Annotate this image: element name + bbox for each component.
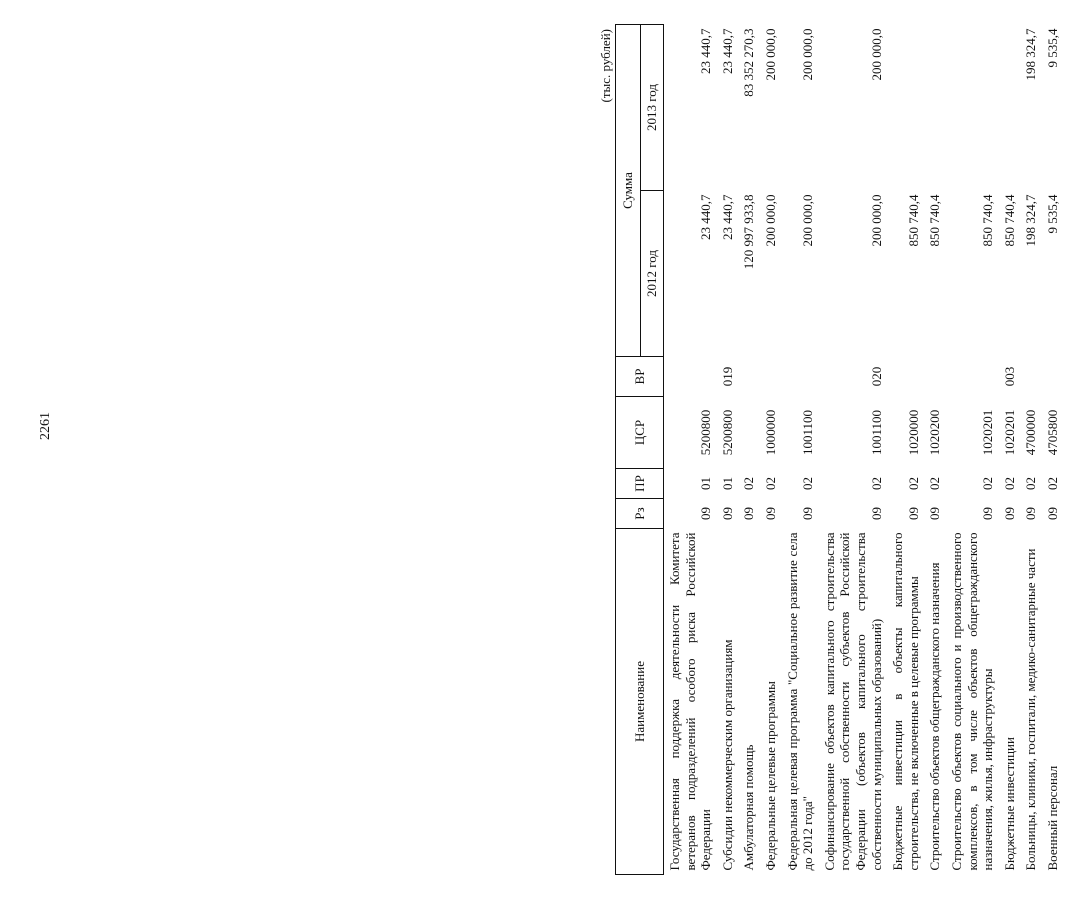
- row-2012: 850 740,4: [1001, 194, 1017, 247]
- row-vr: [924, 357, 946, 397]
- row-rz: 09: [927, 507, 943, 520]
- row-rz: 09: [698, 507, 714, 520]
- row-pr: 02: [1001, 477, 1017, 490]
- row-2012: 200 000,0: [762, 194, 778, 247]
- page-number: 2261: [38, 412, 53, 440]
- row-2013: 9 535,4: [1044, 28, 1060, 68]
- row-2012: 850 740,4: [905, 194, 921, 247]
- row-name: Бюджетные инвестиции: [1001, 737, 1017, 871]
- row-name: Амбулаторная помощь: [741, 744, 757, 871]
- row-2012: 198 324,7: [1023, 194, 1039, 247]
- row-name: Субсидии некоммерческим организациям: [719, 639, 735, 871]
- row-2013: [887, 25, 924, 191]
- row-csr: 1020201: [980, 409, 996, 456]
- row-name: Федеральные целевые программы: [762, 681, 778, 871]
- row-2013: [999, 25, 1021, 191]
- row-vr: 020: [868, 366, 884, 387]
- table-row: [782, 25, 819, 875]
- row-2012: 23 440,7: [719, 194, 735, 240]
- row-rz: 09: [980, 507, 996, 520]
- row-pr: 02: [868, 477, 884, 490]
- row-pr: 02: [927, 477, 943, 490]
- row-vr: [664, 357, 717, 397]
- row-2013: [924, 25, 946, 191]
- table-row: [819, 25, 887, 875]
- row-2013: 23 440,7: [698, 28, 714, 74]
- row-rz: 09: [741, 507, 757, 520]
- row-pr: 01: [719, 477, 735, 490]
- row-name: Софинансирование объектов капитального строительства государственной собственности субъектов Российской Федерации (объектов капитального строительства собственности муниципальных образований): [821, 532, 884, 871]
- row-2012: 850 740,4: [980, 194, 996, 247]
- table-row: [738, 25, 760, 875]
- row-name: Бюджетные инвестиции в объекты капитального строительства, не включенные в целевые программы: [890, 532, 921, 871]
- row-vr: 019: [719, 366, 735, 387]
- row-2013: 23 440,7: [719, 28, 735, 74]
- header-2013: 2013 год: [641, 25, 664, 191]
- row-vr: [887, 357, 924, 397]
- row-csr: 1020200: [927, 409, 943, 456]
- row-2012: 850 740,4: [927, 194, 943, 247]
- row-name: Строительство объектов социального и производственного комплексов, в том числе объектов общегражданского назначения, жилья, инфраструктуры: [948, 532, 996, 871]
- row-rz: 09: [868, 507, 884, 520]
- table-header: [616, 25, 664, 875]
- row-csr: 1020201: [1001, 409, 1017, 456]
- header-vr: ВР: [616, 357, 664, 397]
- header-sum: Сумма: [616, 25, 641, 357]
- row-csr: 5200800: [698, 409, 714, 456]
- row-pr: 02: [980, 477, 996, 490]
- row-name: Военный персонал: [1044, 765, 1060, 871]
- row-rz: 09: [1044, 507, 1060, 520]
- table-row: [946, 25, 999, 875]
- row-pr: 02: [1044, 477, 1060, 490]
- table-row: [664, 25, 717, 875]
- row-pr: 02: [800, 477, 816, 490]
- row-name: Больницы, клиники, госпитали, медико-санитарные части: [1023, 548, 1039, 871]
- row-vr: [738, 357, 760, 397]
- header-pr: ПР: [616, 469, 664, 499]
- row-2012: 200 000,0: [868, 194, 884, 247]
- row-2013: 200 000,0: [762, 28, 778, 81]
- row-name: Государственная поддержка деятельности Комитета ветеранов подразделений особого риска Российской Федерации: [667, 532, 714, 871]
- row-csr: 4700000: [1023, 409, 1039, 456]
- header-rz: Рз: [616, 499, 664, 529]
- row-rz: 09: [905, 507, 921, 520]
- row-rz: 09: [1023, 507, 1039, 520]
- table-row: [760, 25, 782, 875]
- row-rz: 09: [719, 507, 735, 520]
- row-2012: 23 440,7: [698, 194, 714, 240]
- table-body: [664, 25, 1064, 875]
- row-vr: [782, 357, 819, 397]
- row-csr: [738, 397, 760, 469]
- table-row: [924, 25, 946, 875]
- row-csr: 1000000: [762, 409, 778, 456]
- units-label: (тыс. рублей): [598, 29, 613, 103]
- table-row: [887, 25, 924, 875]
- row-vr: [1042, 357, 1064, 397]
- table-row: [999, 25, 1021, 875]
- row-name: Федеральная целевая программа "Социальное развитие села до 2012 года": [784, 532, 816, 871]
- row-csr: 1001100: [800, 409, 816, 456]
- row-2012: 200 000,0: [800, 194, 816, 247]
- header-name: Наименование: [616, 529, 664, 875]
- row-2013: 198 324,7: [1023, 28, 1039, 81]
- row-csr: 1020000: [905, 409, 921, 456]
- table-row: [717, 25, 739, 875]
- row-pr: 01: [698, 477, 714, 490]
- row-rz: 09: [1001, 507, 1017, 520]
- row-2013: 200 000,0: [868, 28, 884, 81]
- row-2012: 120 997 933,8: [741, 194, 757, 270]
- table-row: [1020, 25, 1042, 875]
- table-row: [1042, 25, 1064, 875]
- row-pr: 02: [762, 477, 778, 490]
- row-vr: [760, 357, 782, 397]
- row-name: Строительство объектов общегражданского назначения: [927, 562, 943, 871]
- budget-table: [615, 24, 1063, 875]
- row-2013: [946, 25, 999, 191]
- row-pr: 02: [905, 477, 921, 490]
- header-csr: ЦСР: [616, 397, 664, 469]
- row-rz: 09: [800, 507, 816, 520]
- row-csr: 5200800: [719, 409, 735, 456]
- rotated-table-page: [597, 25, 1085, 875]
- row-vr: 003: [1001, 366, 1017, 387]
- row-csr: 4705800: [1044, 409, 1060, 456]
- row-pr: 02: [741, 477, 757, 490]
- row-pr: 02: [1023, 477, 1039, 490]
- header-2012: 2012 год: [641, 191, 664, 357]
- row-2013: 83 352 270,3: [741, 28, 757, 97]
- row-2012: 9 535,4: [1044, 194, 1060, 234]
- row-vr: [946, 357, 999, 397]
- row-vr: [1020, 357, 1042, 397]
- row-csr: 1001100: [868, 409, 884, 456]
- row-2013: 200 000,0: [800, 28, 816, 81]
- row-rz: 09: [762, 507, 778, 520]
